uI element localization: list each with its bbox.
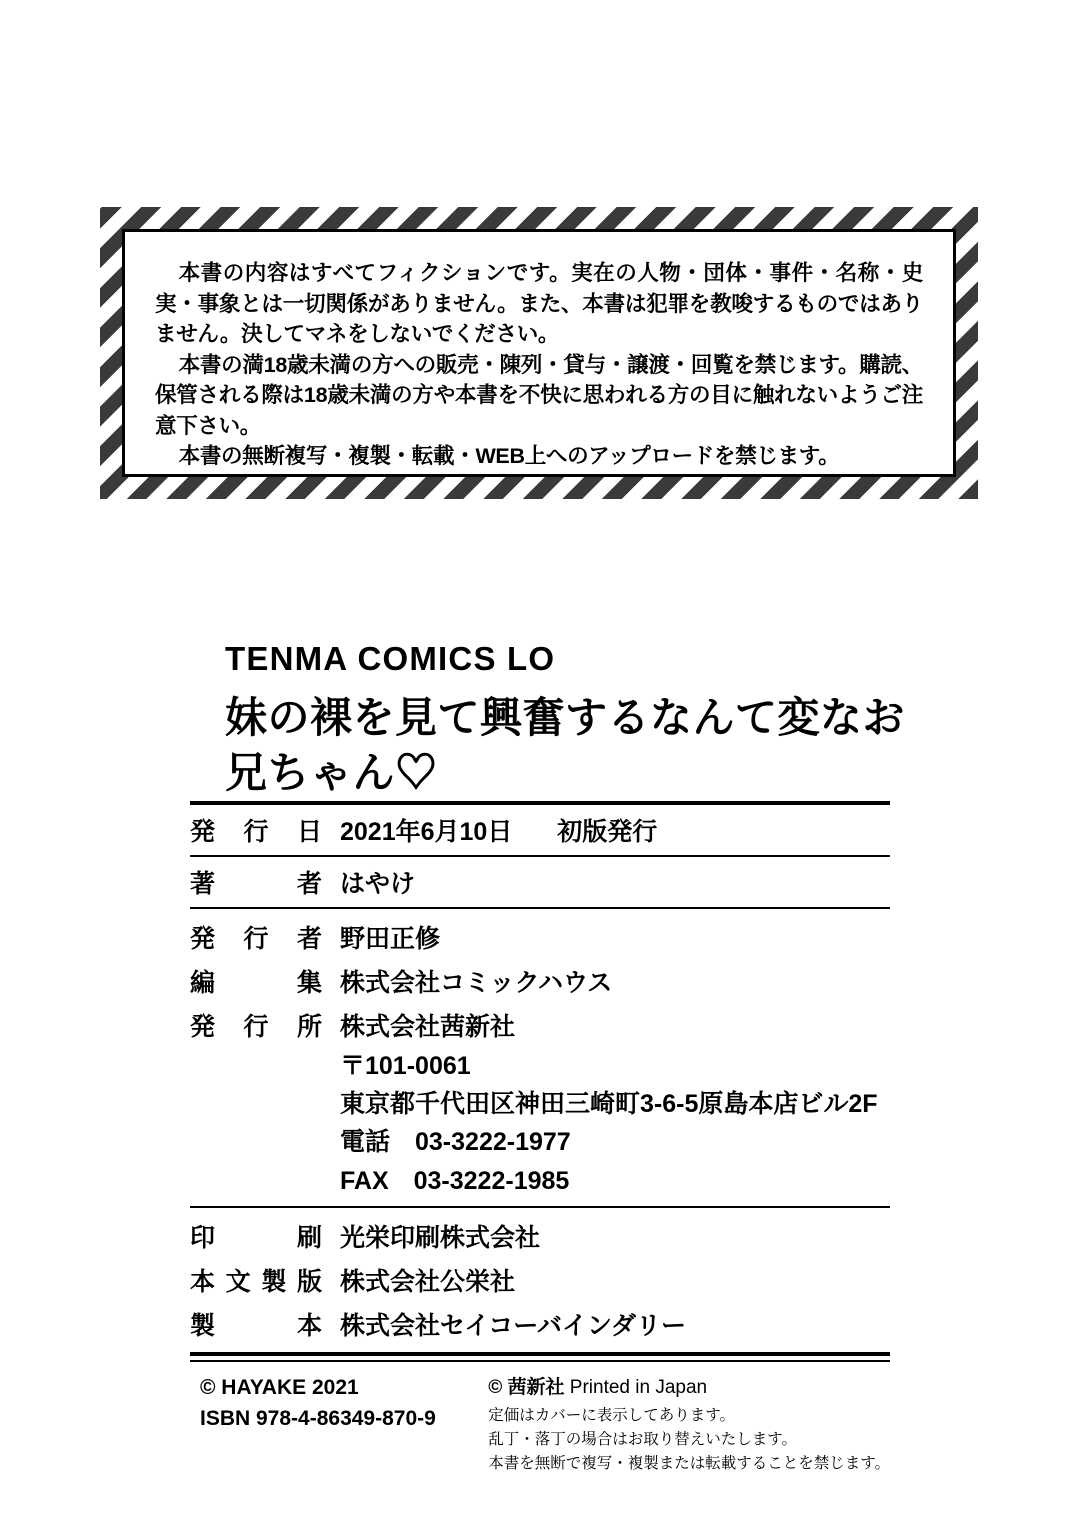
address-line-2: 東京都千代田区神田三崎町3-6-5原島本店ビル2F xyxy=(340,1090,878,1119)
publisher-value: 株式会社茜新社 xyxy=(340,1012,516,1041)
pubdate-label: 発行日 xyxy=(190,817,322,846)
publisher-copyright: © 茜新社 xyxy=(488,1376,565,1398)
pubdate-value xyxy=(340,812,890,848)
row-publisher xyxy=(190,1003,890,1047)
row-binding xyxy=(190,1302,890,1346)
colophon-footer xyxy=(190,1372,890,1476)
footer-note-1: 定価はカバーに表示してあります。 xyxy=(488,1407,735,1425)
address-line-4: FAX 03-3222-1985 xyxy=(340,1166,570,1195)
copyright-line: © HAYAKE 2021 xyxy=(200,1375,359,1399)
disclaimer-notice-inner xyxy=(122,229,956,477)
row-publisher-person xyxy=(190,915,890,959)
disclaimer-paragraph-3: 本書の無断複写・複製・転載・WEB上へのアップロードを禁じます。 xyxy=(178,444,840,469)
printed-in-japan-line xyxy=(488,1373,890,1402)
publisher-label: 発行所 xyxy=(190,1012,322,1041)
pubdate-edition: 初版発行 xyxy=(557,817,658,846)
typesetting-value: 株式会社公栄社 xyxy=(340,1267,516,1296)
isbn-line: ISBN 978-4-86349-870-9 xyxy=(200,1407,436,1431)
printing-label: 印 刷 xyxy=(190,1223,322,1252)
publisher-person-label: 発行者 xyxy=(190,924,322,953)
footer-note-2: 乱丁・落丁の場合はお取り替えいたします。 xyxy=(488,1431,797,1449)
row-author xyxy=(190,857,890,907)
pubdate-date: 2021年6月10日 xyxy=(340,817,513,846)
row-printing xyxy=(190,1214,890,1258)
publisher-block xyxy=(190,909,890,1206)
book-title: 妹の裸を見て興奮するなんて変なお兄ちゃん♡ xyxy=(225,694,906,797)
row-pubdate xyxy=(190,805,890,855)
editor-label: 編 集 xyxy=(190,968,322,997)
publisher-person-value: 野田正修 xyxy=(340,924,441,953)
divider-bottom xyxy=(190,1352,890,1362)
series-name: TENMA COMICS LO xyxy=(225,640,556,677)
author-value: はやけ xyxy=(340,869,416,898)
disclaimer-paragraph-2: 本書の満18歳未満の方への販売・陳列・貸与・譲渡・回覧を禁じます。購読、保管される際は18歳未満の方や本書を不快に思われる方の目に触れないようご注意下さい。 xyxy=(155,352,923,438)
typesetting-label: 本文製版 xyxy=(190,1267,322,1296)
row-typesetting xyxy=(190,1258,890,1302)
footer-right xyxy=(488,1372,890,1476)
footer-left xyxy=(190,1372,436,1435)
author-label: 著 者 xyxy=(190,869,322,898)
address-line-1: 〒101-0061 xyxy=(340,1051,471,1080)
footer-note-3: 本書を無断で複写・複製または転載することを禁じます。 xyxy=(488,1455,890,1473)
binding-label: 製 本 xyxy=(190,1311,322,1340)
printed-in-japan-text: Printed in Japan xyxy=(569,1376,708,1398)
disclaimer-paragraph-1: 本書の内容はすべてフィクションです。実在の人物・団体・事件・名称・史実・事象とは一切関係がありません。また、本書は犯罪を教唆するものではありません。決してマネをしないでください。 xyxy=(155,261,923,347)
disclaimer-notice xyxy=(100,207,978,499)
row-editor xyxy=(190,959,890,1003)
address-line-3: 電話 03-3222-1977 xyxy=(340,1128,571,1157)
binding-value: 株式会社セイコーバインダリー xyxy=(340,1311,687,1340)
publisher-address xyxy=(190,1047,890,1200)
editor-value: 株式会社コミックハウス xyxy=(340,968,613,997)
colophon xyxy=(0,640,1080,1476)
production-block xyxy=(190,1208,890,1352)
printing-value: 光栄印刷株式会社 xyxy=(340,1223,541,1252)
